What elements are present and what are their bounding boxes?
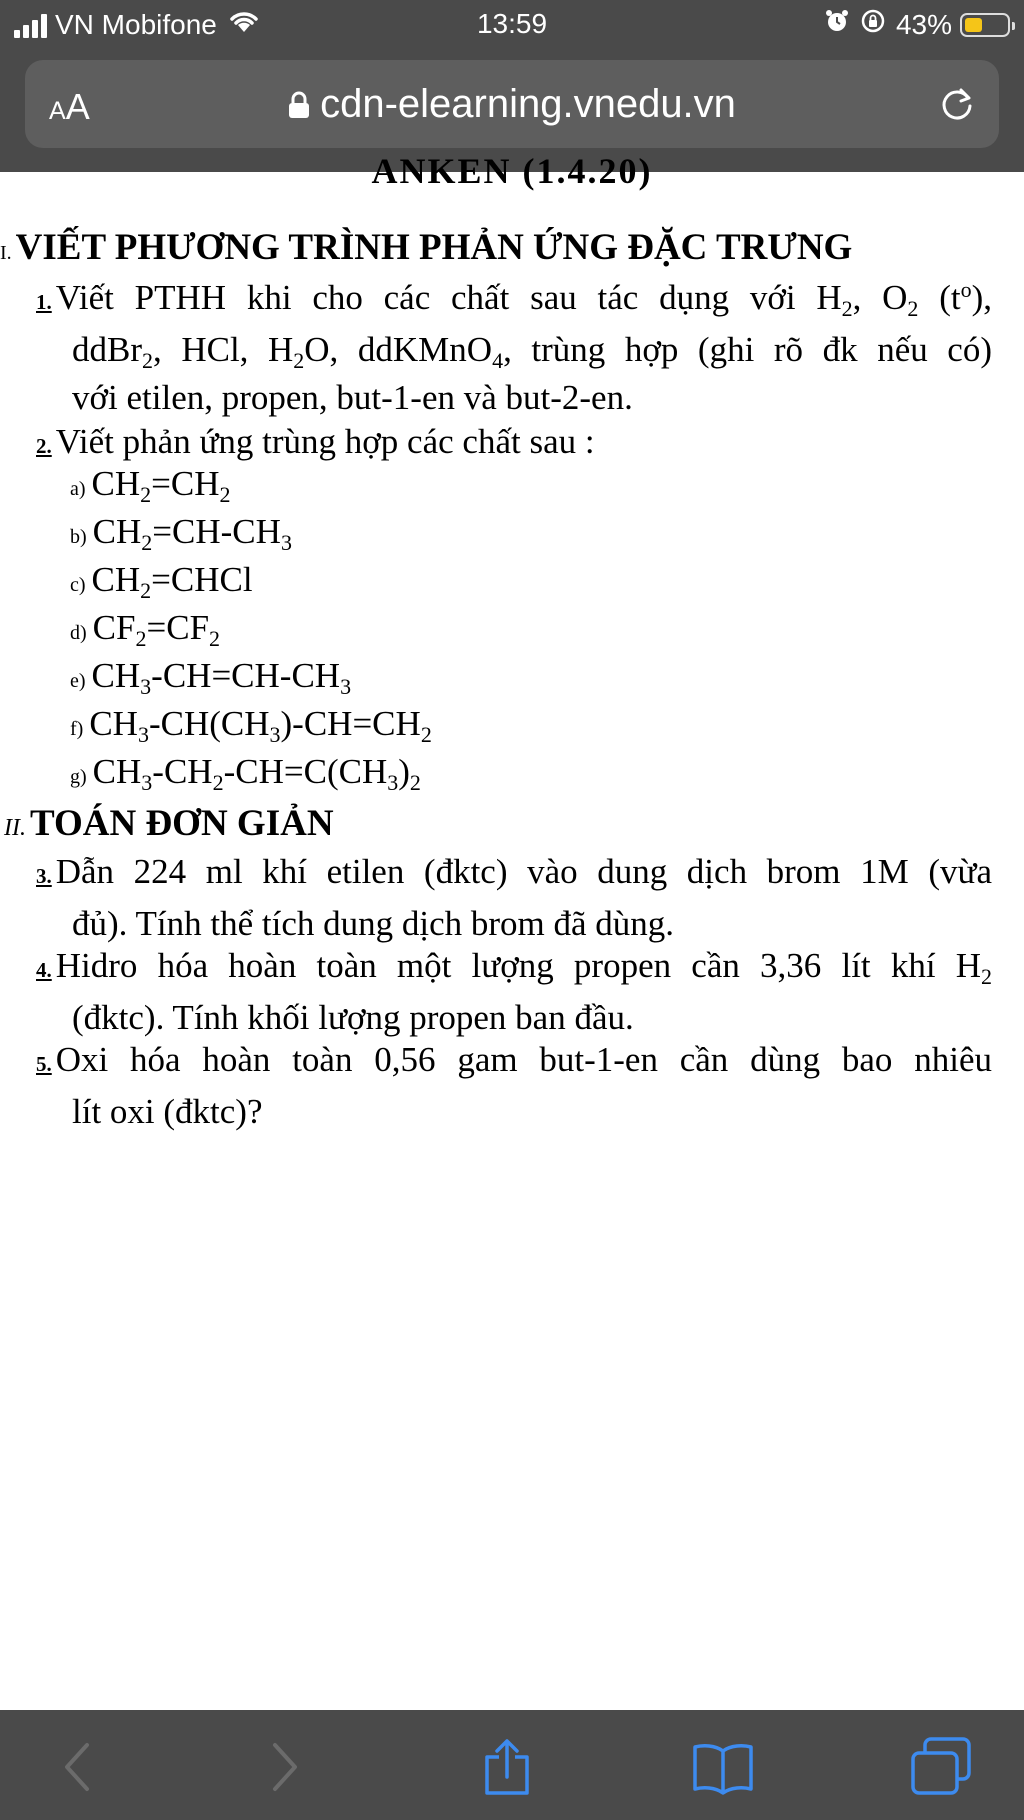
question-1-line-2: ddBr$_2$, HCl, $H_2O$, ddKMnO$_4$, trùng hợp (ghi rõ đk nếu có) [72,330,992,373]
section-2-heading: II. TOÁN ĐƠN GIẢN [4,803,334,844]
formula-e: e) $CH_3-CH=CH-CH_3$ [70,656,352,699]
formula-g: g) $CH_3-CH_2-CH=C(CH_3)_2$ [70,752,421,795]
section-1-heading: I. VIẾT PHƯƠNG TRÌNH PHẢN ỨNG ĐẶC TRƯNG [0,227,853,268]
back-icon[interactable] [42,1732,112,1802]
question-1-line-3: với etilen, propen, but-1-en và but-2-en. [72,378,633,417]
formula-c: c) $CH_2=CHCl$ [70,560,253,603]
share-icon[interactable] [472,1732,542,1802]
question-5: 5. Oxi hóa hoàn toàn 0,56 gam but-1-en cần dùng bao nhiêu lít oxi (đktc)? [36,1040,992,1131]
browser-toolbar [0,1710,1024,1820]
cut-off-title: ANKEN (1.4.20) [371,151,653,191]
battery-fill [965,18,982,32]
battery-icon [960,13,1010,37]
bookmarks-icon[interactable] [688,1732,758,1802]
question-4: 4. Hidro hóa hoàn toàn một lượng propen cần 3,36 lít khí $H_2$ (đktc). Tính khối lượng propen ban đầu. [36,946,992,1037]
formula-b: b) $CH_2=CH-CH_3$ [70,512,292,555]
formula-d: d) $CF_2=CF_2$ [70,608,221,651]
url-domain[interactable]: cdn-elearning.vnedu.vn [320,82,736,126]
orientation-lock-icon [860,8,886,41]
question-3: 3. Dẫn 224 ml khí etilen (đktc) vào dung dịch brom 1M (vừa đủ). Tính thể tích dung dịch brom đã dùng. [36,852,992,943]
question-2: 2. Viết phản ứng trùng hợp các chất sau : [36,422,595,461]
battery-percent: 43% [895,8,952,40]
document-page [0,151,1024,1710]
text-size-button[interactable]: AA [49,86,90,127]
reload-icon[interactable] [937,84,977,129]
alarm-icon [824,8,850,41]
clock-time: 13:59 [476,8,548,39]
status-bar [0,0,1024,50]
carrier-name: VN Mobifone [55,8,217,40]
forward-icon[interactable] [250,1732,320,1802]
formula-f: f) $CH_3-CH(CH_3)-CH=CH_2$ [70,704,432,747]
browser-chrome [0,0,1024,172]
padlock-icon [288,84,310,129]
tabs-icon[interactable] [906,1732,976,1802]
question-1-line-1: 1. Viết PTHH khi cho các chất sau tác dụng với $H_2$, $O_2$ $(t^o)$, [36,277,992,321]
formula-a: a) $CH_2=CH_2$ [70,464,231,507]
question-1 [36,274,992,422]
address-bar[interactable] [25,60,999,148]
